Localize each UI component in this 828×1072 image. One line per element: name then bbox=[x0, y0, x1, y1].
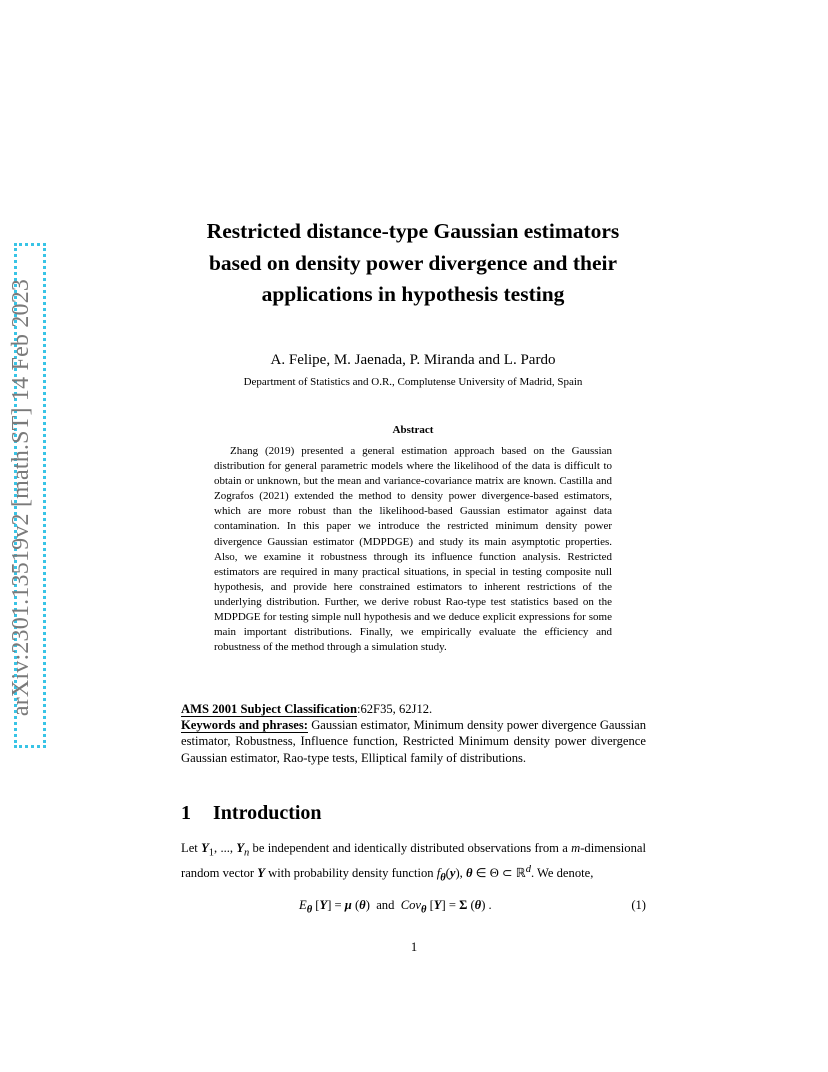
keywords bbox=[181, 717, 646, 766]
ams-label: AMS 2001 Subject Classification bbox=[181, 702, 357, 716]
page-number: 1 bbox=[410, 940, 418, 954]
equation-1 bbox=[181, 898, 646, 918]
intro-paragraph: Let $Y_1$, ..., $Y_n$ be independent and identically distributed observations from a m-dimensional random vector Y with probability density function $f_\theta(y)$, θ ∈ Θ ⊂ ℝ$^d$. We denote, bbox=[181, 841, 646, 884]
equation-number: (1) bbox=[631, 898, 646, 912]
abstract-heading: Abstract bbox=[392, 424, 434, 436]
intro-text-3: with probability density function bbox=[268, 866, 434, 881]
section-title: Introduction bbox=[213, 802, 322, 824]
keywords-label: Keywords and phrases: bbox=[181, 718, 308, 732]
arxiv-identifier[interactable]: arXiv:2301.13519v2 [math.ST] 14 Feb 2023 bbox=[8, 278, 34, 717]
intro-text-2: -dimensional random vector bbox=[181, 841, 646, 881]
ams-value: :62F35, 62J12. bbox=[356, 702, 433, 716]
paper-authors: A. Felipe, M. Jaenada, P. Miranda and L. Pardo bbox=[270, 352, 556, 368]
intro-text-4: . We denote, bbox=[530, 866, 594, 881]
equation-body: $E_\theta$ [Y] = μ (θ) and Cov$_\theta$ [Y] = Σ (θ) . bbox=[299, 898, 492, 916]
paper-title: Restricted distance-type Gaussian estimators based on density power divergence and their applications in hypothesis testing bbox=[206, 219, 620, 306]
section-number: 1 bbox=[181, 802, 191, 824]
abstract-body: Zhang (2019) presented a general estimation approach based on the Gaussian distribution for general parametric models where the likelihood of the data is difficult to obtain or unknown, but the mean and variance-covariance matrix are known. Castilla and Zografos (2021) extended the method to density power divergence-based estimators, which are more robust than the likelihood-based Gaussian estimator against data contamination. In this paper we introduce the restricted minimum density power divergence Gaussian estimator (MDPDGE) and study its main asymptotic properties. Also, we examine it robustness through its influence function analysis. Restricted estimators are required in many practical situations, in special in testing composite null hypothesis, and provide here constrained estimators to inherent restrictions of the underlying distribution. Further, we derive robust Rao-type test statistics based on the MDPDGE for testing simple null hypothesis and we deduce explicit expressions for some main important distributions. Finally, we empirically evaluate the efficiency and robustness of the method through a simulation study. bbox=[214, 445, 612, 654]
ams-classification bbox=[181, 701, 646, 717]
keywords-value: Gaussian estimator, Minimum density power divergence Gaussian estimator, Robustness, Influence function, Restricted Minimum density power divergence Gaussian estimator, Rao-type tests, Elliptical family of distributions. bbox=[181, 718, 646, 765]
arxiv-sidebar bbox=[2, 238, 74, 758]
intro-text-1: be independent and identically distributed observations from a bbox=[252, 841, 568, 855]
paper-affiliation: Department of Statistics and O.R., Complutense University of Madrid, Spain bbox=[243, 376, 583, 388]
section-heading bbox=[181, 802, 646, 825]
